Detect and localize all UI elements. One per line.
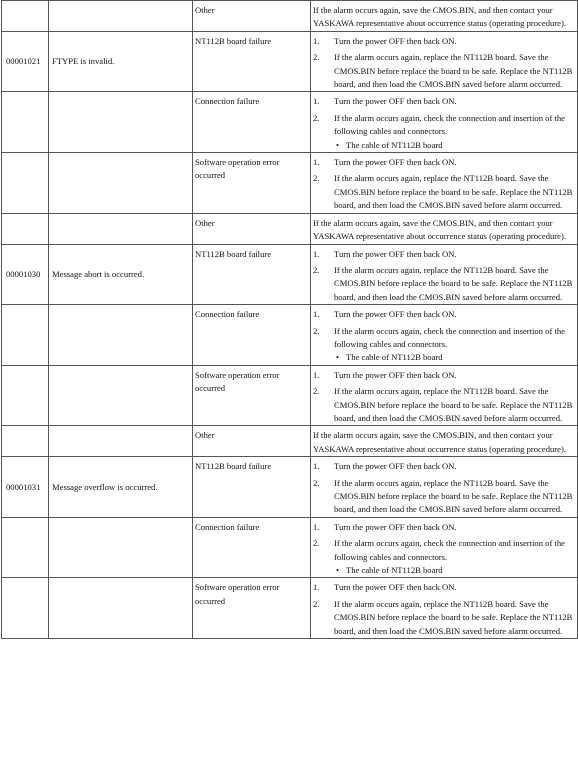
bullet-indent: [315, 139, 336, 152]
table-row: [2, 426, 578, 457]
alarm-code-cell: 00001021: [2, 31, 49, 92]
solution-step: [313, 248, 575, 261]
solution-cell: [311, 92, 578, 153]
step-number: 1.: [313, 369, 320, 380]
bullet-icon: •: [336, 565, 340, 576]
step-text: If the alarm occurs again, check the connection and insertion of the following cables and connectors.: [334, 325, 565, 349]
cause-cell: Connection failure: [193, 92, 311, 153]
solution-step: [313, 598, 575, 638]
solution-steps: [313, 95, 575, 138]
step-number: 1.: [313, 35, 320, 46]
cause-cell: Software operation error occurred: [193, 365, 311, 426]
alarm-code-cell: 00001031: [2, 457, 49, 518]
solution-steps: [313, 156, 575, 213]
table-row: [2, 365, 578, 426]
cause-cell: Other: [193, 426, 311, 457]
alarm-code-cell: [2, 1, 49, 32]
solution-step: [313, 521, 575, 534]
table-row: [2, 153, 578, 214]
bullet-item: [313, 564, 575, 577]
table-row: [2, 578, 578, 639]
step-number: 1.: [313, 521, 320, 532]
table-row: [2, 305, 578, 366]
step-text: If the alarm occurs again, check the connection and insertion of the following cables and connectors.: [334, 112, 565, 137]
step-number: 2.: [313, 52, 320, 63]
solution-step: [313, 369, 575, 382]
alarm-message-cell: Message abort is occurred.: [49, 244, 193, 305]
solution-cell: [311, 457, 578, 518]
solution-step: [313, 325, 575, 352]
table-row: [2, 457, 578, 518]
step-text: Turn the power OFF then back ON.: [334, 248, 457, 259]
alarm-message-cell: [49, 1, 193, 32]
solution-cell: [311, 244, 578, 305]
solution-cell: [311, 153, 578, 214]
step-number: 2.: [313, 325, 320, 336]
solution-step: [313, 264, 575, 304]
step-text: If the alarm occurs again, replace the NT112B board. Save the CMOS.BIN before replace the board to be safe. Replace the NT112B board, and then load the CMOS.BIN saved before alarm occurred.: [334, 52, 573, 90]
step-text: Turn the power OFF then back ON.: [334, 309, 457, 320]
solution-cell: [311, 1, 578, 32]
solution-steps: [313, 521, 575, 564]
step-number: 1.: [313, 309, 320, 320]
step-text: Turn the power OFF then back ON.: [334, 35, 457, 46]
alarm-message-cell: [49, 426, 193, 457]
alarm-message-cell: [49, 213, 193, 244]
solution-text: If the alarm occurs again, save the CMOS.BIN, and then contact your YASKAWA representative about occurrence status (operating procedure).: [313, 430, 566, 454]
step-text: If the alarm occurs again, replace the NT112B board. Save the CMOS.BIN before replace the board to be safe. Replace the NT112B board, and then load the CMOS.BIN saved before alarm occurred.: [334, 173, 573, 211]
cause-cell: Connection failure: [193, 517, 311, 578]
solution-step: [313, 156, 575, 169]
step-number: 1.: [313, 157, 320, 168]
step-text: Turn the power OFF then back ON.: [334, 96, 457, 107]
step-text: If the alarm occurs again, replace the NT112B board. Save the CMOS.BIN before replace the board to be safe. Replace the NT112B board, and then load the CMOS.BIN saved before alarm occurred.: [334, 477, 573, 515]
step-text: Turn the power OFF then back ON.: [334, 582, 457, 593]
solution-steps: [313, 369, 575, 426]
solution-steps: [313, 581, 575, 638]
solution-step: [313, 581, 575, 594]
alarm-code-cell: [2, 305, 49, 366]
solution-steps: [313, 35, 575, 92]
alarm-message-cell: [49, 517, 193, 578]
alarm-code-cell: [2, 213, 49, 244]
solution-step: [313, 51, 575, 91]
solution-cell: [311, 31, 578, 92]
cause-cell: NT112B board failure: [193, 244, 311, 305]
step-text: Turn the power OFF then back ON.: [334, 369, 457, 380]
step-text: Turn the power OFF then back ON.: [334, 521, 457, 532]
cause-cell: Other: [193, 1, 311, 32]
cause-cell: Software operation error occurred: [193, 578, 311, 639]
solution-text: If the alarm occurs again, save the CMOS.BIN, and then contact your YASKAWA representative about occurrence status (operating procedure).: [313, 5, 566, 29]
step-number: 2.: [313, 386, 320, 397]
bullet-icon: •: [336, 139, 340, 150]
step-number: 2.: [313, 538, 320, 549]
step-text: Turn the power OFF then back ON.: [334, 157, 457, 168]
solution-cell: [311, 578, 578, 639]
bullet-indent: [315, 564, 336, 577]
solution-steps: [313, 248, 575, 305]
step-number: 1.: [313, 461, 320, 472]
step-number: 2.: [313, 173, 320, 184]
solution-cell: [311, 213, 578, 244]
solution-step: [313, 112, 575, 139]
solution-step: [313, 308, 575, 321]
solution-step: [313, 537, 575, 564]
cause-cell: Other: [193, 213, 311, 244]
table-row: [2, 92, 578, 153]
solution-step: [313, 95, 575, 108]
solution-steps: [313, 308, 575, 351]
solution-text: If the alarm occurs again, save the CMOS.BIN, and then contact your YASKAWA representative about occurrence status (operating procedure).: [313, 217, 566, 242]
solution-step: [313, 385, 575, 425]
cause-cell: NT112B board failure: [193, 31, 311, 92]
step-number: 2.: [313, 264, 320, 275]
solution-cell: [311, 426, 578, 457]
bullet-text: The cable of NT112B board: [346, 352, 443, 363]
solution-step: [313, 460, 575, 473]
alarm-message-cell: FTYPE is invalid.: [49, 31, 193, 92]
step-text: Turn the power OFF then back ON.: [334, 461, 457, 472]
bullet-text: The cable of NT112B board: [346, 139, 443, 150]
bullet-item: [313, 139, 575, 152]
step-number: 1.: [313, 582, 320, 593]
alarm-message-cell: [49, 153, 193, 214]
step-text: If the alarm occurs again, check the connection and insertion of the following cables and connectors.: [334, 538, 565, 562]
step-number: 1.: [313, 96, 320, 107]
alarm-code-cell: [2, 517, 49, 578]
alarm-table-body: [2, 1, 578, 639]
bullet-item: [313, 351, 575, 364]
step-text: If the alarm occurs again, replace the NT112B board. Save the CMOS.BIN before replace the board to be safe. Replace the NT112B board, and then load the CMOS.BIN saved before alarm occurred.: [334, 386, 573, 423]
solution-cell: [311, 365, 578, 426]
step-number: 2.: [313, 477, 320, 488]
step-number: 2.: [313, 598, 320, 609]
step-number: 1.: [313, 248, 320, 259]
alarm-code-cell: [2, 92, 49, 153]
solution-step: [313, 477, 575, 517]
cause-cell: Software operation error occurred: [193, 153, 311, 214]
table-row: [2, 213, 578, 244]
bullet-text: The cable of NT112B board: [346, 565, 443, 576]
alarm-code-cell: [2, 578, 49, 639]
alarm-message-cell: [49, 365, 193, 426]
bullet-indent: [315, 351, 336, 364]
solution-cell: [311, 305, 578, 366]
step-text: If the alarm occurs again, replace the NT112B board. Save the CMOS.BIN before replace the board to be safe. Replace the NT112B board, and then load the CMOS.BIN saved before alarm occurred.: [334, 264, 573, 302]
solution-cell: [311, 517, 578, 578]
step-number: 2.: [313, 112, 320, 123]
alarm-message-cell: Message overflow is occurred.: [49, 457, 193, 518]
solution-step: [313, 172, 575, 212]
alarm-message-cell: [49, 578, 193, 639]
table-row: [2, 31, 578, 92]
step-text: If the alarm occurs again, replace the NT112B board. Save the CMOS.BIN before replace the board to be safe. Replace the NT112B board, and then load the CMOS.BIN saved before alarm occurred.: [334, 598, 573, 636]
table-row: [2, 244, 578, 305]
alarm-message-cell: [49, 305, 193, 366]
alarm-code-cell: [2, 153, 49, 214]
solution-steps: [313, 460, 575, 517]
alarm-code-cell: 00001030: [2, 244, 49, 305]
alarm-code-cell: [2, 365, 49, 426]
table-row: [2, 517, 578, 578]
bullet-icon: •: [336, 352, 340, 363]
table-row: [2, 1, 578, 32]
alarm-code-cell: [2, 426, 49, 457]
solution-step: [313, 35, 575, 48]
alarm-table: [1, 0, 578, 639]
alarm-message-cell: [49, 92, 193, 153]
cause-cell: NT112B board failure: [193, 457, 311, 518]
cause-cell: Connection failure: [193, 305, 311, 366]
